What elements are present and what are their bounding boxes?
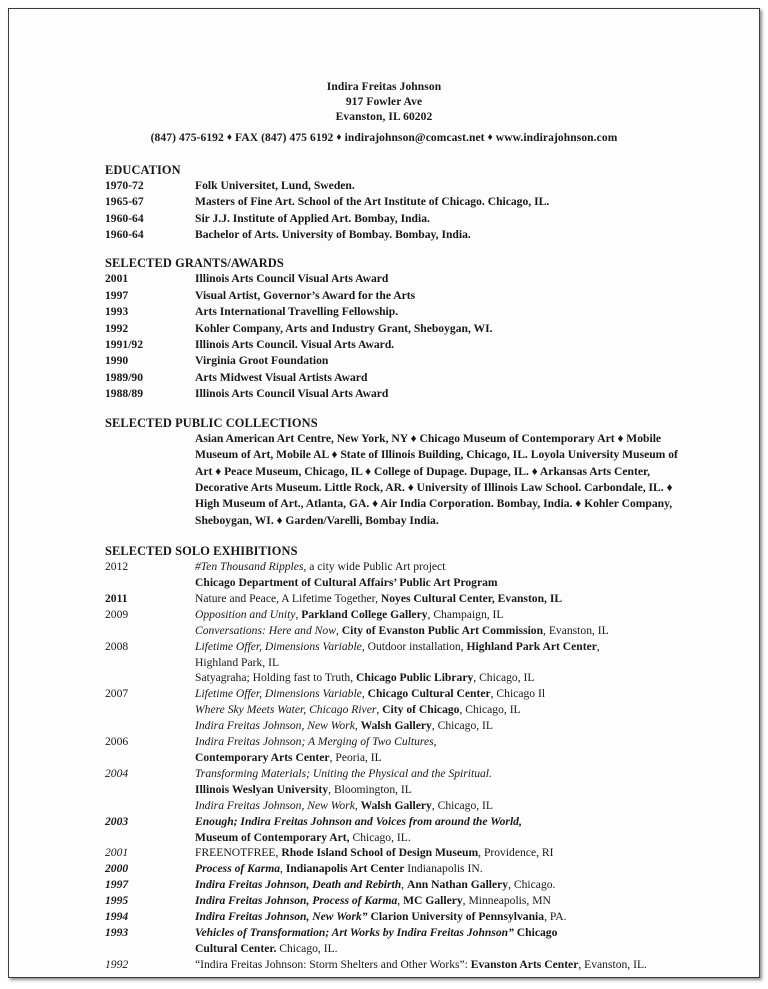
exhibition-entry-row	[9, 766, 759, 814]
website-url: www.indirajohnson.com	[495, 131, 618, 144]
entry-line	[195, 957, 685, 973]
entry-line	[195, 670, 685, 686]
work-title: Indira Freitas Johnson, New Work	[195, 798, 355, 812]
resume-entry-row	[9, 304, 759, 320]
entry-line	[195, 623, 685, 639]
entry-line	[195, 798, 685, 814]
resume-entry-row	[9, 211, 759, 227]
entry-year: 1995	[105, 894, 129, 908]
venue-name: Rhode Island School of Design Museum	[281, 846, 479, 860]
grants-rows	[9, 271, 759, 402]
venue-name: City of Evanston Public Art Commission	[341, 623, 544, 637]
venue-name: MC Gallery	[403, 894, 463, 908]
exhibition-entry-row	[9, 845, 759, 861]
work-title: Opposition and Unity	[195, 607, 296, 621]
entry-line	[195, 559, 685, 575]
exhibition-entry-row	[9, 686, 759, 734]
entry-year: 1991/92	[105, 338, 144, 352]
entry-line	[195, 750, 685, 766]
entry-year: 2001	[105, 846, 129, 860]
entry-line	[195, 845, 685, 861]
entry-text	[195, 877, 759, 893]
exhibition-entry-row	[9, 814, 759, 846]
work-title: Process of Karma	[195, 862, 281, 876]
entry-year: 2008	[105, 639, 129, 653]
entry-year: 1970-72	[105, 178, 144, 192]
entry-detail: , Chicago, IL	[431, 798, 494, 812]
entry-line	[195, 607, 685, 623]
entry-year: 2004	[105, 766, 129, 780]
venue-name: Walsh Gallery	[360, 719, 432, 733]
entry-line	[195, 941, 685, 957]
work-title: Indira Freitas Johnson, New Work	[195, 719, 355, 733]
resume-entry-row	[9, 353, 759, 369]
entry-text	[195, 734, 759, 766]
entry-year: 2011	[105, 591, 128, 605]
contact-line	[9, 130, 759, 146]
entry-text: Sir J.J. Institute of Applied Art. Bombay, India.	[195, 211, 430, 225]
exhibition-entry-row	[9, 639, 759, 687]
entry-text: Illinois Arts Council Visual Arts Award	[195, 387, 389, 401]
section-solo-exhibitions	[9, 544, 759, 973]
entry-text: Illinois Arts Council Visual Arts Award	[195, 272, 389, 286]
entry-detail: , Bloomington, IL	[328, 782, 412, 796]
resume-entry-row	[9, 337, 759, 353]
entry-detail: , Chicago, IL	[431, 719, 494, 733]
exhibition-entry-row	[9, 893, 759, 909]
entry-text	[195, 845, 759, 861]
entry-year: 2001	[105, 272, 129, 286]
fax-number: FAX (847) 475 6192	[235, 131, 334, 144]
work-title: Enough; Indira Freitas Johnson and Voices from around the World,	[195, 814, 522, 828]
diamond-separator-icon: ♦	[487, 131, 493, 143]
entry-detail: , Providence, RI	[478, 846, 554, 860]
entry-line	[195, 925, 685, 941]
section-heading: SELECTED SOLO EXHIBITIONS	[105, 544, 298, 559]
entry-line	[195, 814, 685, 830]
work-title: Where Sky Meets Water, Chicago River	[195, 703, 377, 717]
venue-name: Indianapolis Art Center	[285, 862, 405, 876]
entry-text	[195, 639, 759, 687]
entry-detail: , Outdoor installation,	[361, 639, 467, 653]
entry-text	[195, 766, 759, 814]
entry-text	[195, 957, 759, 973]
venue-name: Ann Nathan Gallery	[406, 878, 509, 892]
exhibition-entry-row	[9, 591, 759, 607]
entry-year: 1960-64	[105, 211, 144, 225]
venue-name: Highland Park Art Center	[466, 639, 597, 653]
venue-name: Contemporary Arts Center	[195, 751, 330, 764]
entry-detail: ,	[596, 639, 600, 653]
entry-text: Visual Artist, Governor’s Award for the Arts	[195, 288, 416, 302]
entry-detail: , Minneapolis, MN	[462, 894, 551, 908]
email-address: indirajohnson@comcast.net	[344, 131, 485, 144]
entry-text: Bachelor of Arts. University of Bombay. Bombay, India.	[195, 228, 471, 242]
entry-text	[195, 686, 759, 734]
applicant-name: Indira Freitas Johnson	[326, 81, 442, 93]
work-title: Indira Freitas Johnson, Process of Karma	[195, 894, 398, 908]
street-address: 917 Fowler Ave	[345, 96, 423, 109]
entry-detail: FREENOTFREE,	[195, 846, 282, 860]
entry-detail: ,	[280, 862, 286, 876]
entry-text	[195, 591, 759, 607]
venue-name: Chicago	[513, 925, 558, 939]
entry-line	[195, 893, 685, 909]
entry-detail: ,	[354, 719, 361, 733]
venue-name: Museum of Contemporary Art,	[195, 830, 350, 844]
solo-rows	[9, 559, 759, 973]
entry-detail: , Evanston, IL.	[578, 957, 647, 971]
entry-line	[195, 639, 685, 655]
entry-detail: , Champaign, IL	[427, 607, 504, 621]
entry-text	[195, 861, 759, 877]
entry-text	[195, 814, 759, 846]
entry-year: 1997	[105, 878, 129, 892]
work-title: #Ten Thousand Ripples	[195, 560, 304, 574]
entry-text	[195, 925, 759, 957]
section-education	[9, 163, 759, 244]
entry-detail: Nature and Peace, A Lifetime Together,	[195, 591, 381, 605]
entry-text: Virginia Groot Foundation	[195, 354, 329, 368]
entry-line	[195, 591, 685, 607]
diamond-separator-icon: ♦	[336, 131, 342, 143]
work-title: Lifetime Offer, Dimensions Variable	[195, 687, 362, 701]
section-heading: SELECTED GRANTS/AWARDS	[105, 256, 284, 271]
collections-list: Asian American Art Centre, New York, NY ♦ Chicago Museum of Contemporary Art ♦ Mobile Museum of Art, Mobile AL ♦ State of Illinois Building, Chicago, IL. Loyola University Museum of Art ♦ Peace Museum, Chicago, IL ♦ College of Dupage. Dupage, IL. ♦ Arkansas Arts Center, Decorative Arts Museum. Little Rock, AR. ♦ University of Illinois Law School. Carbondale, IL. ♦ High Museum of Art., Atlanta, GA. ♦ Air India Corporation. Bombay, India. ♦ Kohler Company, Sheboygan, WI. ♦ Garden/Varelli, Bombay India.	[195, 431, 678, 527]
entry-detail: “Indira Freitas Johnson: Storm Shelters and Other Works”:	[195, 957, 471, 971]
phone-number: (847) 475-6192	[150, 131, 224, 144]
section-public-collections	[9, 416, 759, 529]
entry-text	[195, 909, 759, 925]
entry-detail: ,	[354, 798, 361, 812]
entry-detail: , Chicago.	[508, 878, 556, 892]
entry-text	[195, 559, 759, 591]
entry-text	[195, 607, 759, 639]
exhibition-entry-row	[9, 861, 759, 877]
entry-line	[195, 575, 685, 591]
entry-line	[195, 782, 685, 798]
diamond-separator-icon: ♦	[226, 131, 233, 143]
entry-year: 1965-67	[105, 195, 144, 209]
resume-entry-row	[9, 386, 759, 402]
entry-year: 2007	[105, 687, 129, 701]
venue-name: Chicago Public Library	[356, 671, 474, 685]
venue-name: Parkland College Gallery	[301, 607, 428, 621]
entry-line	[195, 861, 685, 877]
exhibition-entry-row	[9, 877, 759, 893]
entry-year: 1989/90	[105, 370, 144, 384]
entry-detail: ,	[376, 703, 383, 717]
entry-line	[195, 909, 685, 925]
entry-line	[195, 734, 685, 750]
letterhead	[9, 9, 759, 146]
resume-entry-row	[9, 370, 759, 386]
venue-name: City of Chicago	[382, 703, 460, 717]
document-page	[8, 8, 760, 978]
venue-name: Cultural Center.	[195, 941, 277, 955]
work-title: Indira Freitas Johnson, New Work”	[195, 910, 368, 924]
exhibition-entry-row	[9, 607, 759, 639]
exhibition-entry-row	[9, 734, 759, 766]
entry-year: 1960-64	[105, 228, 144, 242]
entry-year: 1990	[105, 354, 129, 368]
entry-text: Kohler Company, Arts and Industry Grant, Sheboygan, WI.	[195, 321, 493, 335]
entry-detail: Satyagraha; Holding fast to Truth,	[195, 671, 357, 685]
entry-text: Folk Universitet, Lund, Sweden.	[195, 178, 355, 192]
entry-detail: ,	[397, 894, 404, 908]
venue-name: Evanston Arts Center	[470, 957, 579, 971]
document-sheet	[9, 9, 759, 977]
entry-year: 1994	[105, 910, 129, 924]
education-rows	[9, 178, 759, 244]
entry-detail: Indianapolis IN.	[404, 862, 483, 876]
work-title: Indira Freitas Johnson; A Merging of Two Cultures,	[195, 735, 437, 749]
resume-entry-row	[9, 194, 759, 210]
entry-text	[195, 893, 759, 909]
venue-name: Illinois Weslyan University	[195, 782, 329, 796]
resume-entry-row	[9, 288, 759, 304]
venue-name: Chicago Cultural Center	[367, 687, 491, 701]
entry-line	[195, 702, 685, 718]
entry-detail: ,	[295, 607, 302, 621]
entry-year: 1993	[105, 925, 129, 939]
work-title: Vehicles of Transformation; Art Works by Indira Freitas Johnson”	[195, 925, 514, 939]
entry-detail: ,	[361, 687, 368, 701]
entry-text: Arts Midwest Visual Artists Award	[195, 370, 368, 384]
entry-detail: , Evanston, IL	[543, 623, 609, 637]
entry-line	[195, 655, 685, 671]
venue-name: Walsh Gallery	[360, 798, 432, 812]
exhibition-entry-row	[9, 559, 759, 591]
entry-line	[195, 686, 685, 702]
resume-entry-row	[9, 227, 759, 243]
entry-text: Masters of Fine Art. School of the Art Institute of Chicago. Chicago, IL.	[195, 195, 550, 209]
entry-line	[195, 830, 685, 846]
work-title: Conversations: Here and Now	[195, 623, 336, 637]
entry-line	[195, 766, 685, 782]
entry-detail: , a city wide Public Art project	[303, 560, 446, 574]
entry-detail: , Chicago, IL	[459, 703, 521, 717]
work-title: Indira Freitas Johnson, Death and Rebirth	[195, 878, 402, 892]
entry-detail: , Chicago Il	[490, 687, 546, 701]
section-heading: EDUCATION	[105, 162, 181, 177]
section-heading: SELECTED PUBLIC COLLECTIONS	[105, 415, 318, 430]
section-grants-awards	[9, 256, 759, 402]
entry-year: 1988/89	[105, 387, 144, 401]
entry-year: 2012	[105, 560, 129, 574]
city-state-zip: Evanston, IL 60202	[335, 111, 433, 124]
venue-name: Chicago Department of Cultural Affairs’ Public Art Program	[195, 576, 498, 590]
entry-detail: ,	[335, 623, 342, 637]
entry-year: 2000	[105, 862, 129, 876]
venue-name: Noyes Cultural Center, Evanston, IL	[380, 591, 563, 605]
entry-detail: , Peoria, IL	[329, 751, 382, 764]
entry-year: 2009	[105, 607, 129, 621]
entry-line	[195, 877, 685, 893]
entry-year: 1993	[105, 305, 129, 319]
exhibition-entry-row	[9, 925, 759, 957]
work-title: Lifetime Offer, Dimensions Variable	[195, 639, 362, 653]
resume-entry-row	[9, 271, 759, 287]
entry-text: Arts International Travelling Fellowship.	[195, 305, 399, 319]
entry-year: 2003	[105, 814, 129, 828]
entry-line	[195, 718, 685, 734]
entry-year: 1992	[105, 321, 129, 335]
entry-detail: Chicago, IL.	[276, 941, 338, 955]
entry-detail: , PA.	[544, 910, 567, 924]
entry-detail: Chicago, IL.	[349, 830, 411, 844]
entry-detail: Highland Park, IL	[195, 655, 280, 669]
entry-text: Illinois Arts Council. Visual Arts Award.	[195, 338, 395, 352]
resume-entry-row	[9, 321, 759, 337]
entry-year: 1997	[105, 288, 129, 302]
work-title: Transforming Materials; Uniting the Physical and the Spiritual.	[195, 766, 492, 780]
entry-detail: , Chicago, IL	[473, 671, 535, 685]
entry-year: 1992	[105, 957, 129, 971]
venue-name: Clarion University of Pennsylvania	[367, 910, 545, 924]
resume-entry-row	[9, 178, 759, 194]
exhibition-entry-row	[9, 909, 759, 925]
exhibition-entry-row	[9, 957, 759, 973]
entry-year: 2006	[105, 735, 129, 749]
entry-detail: ,	[401, 878, 407, 892]
